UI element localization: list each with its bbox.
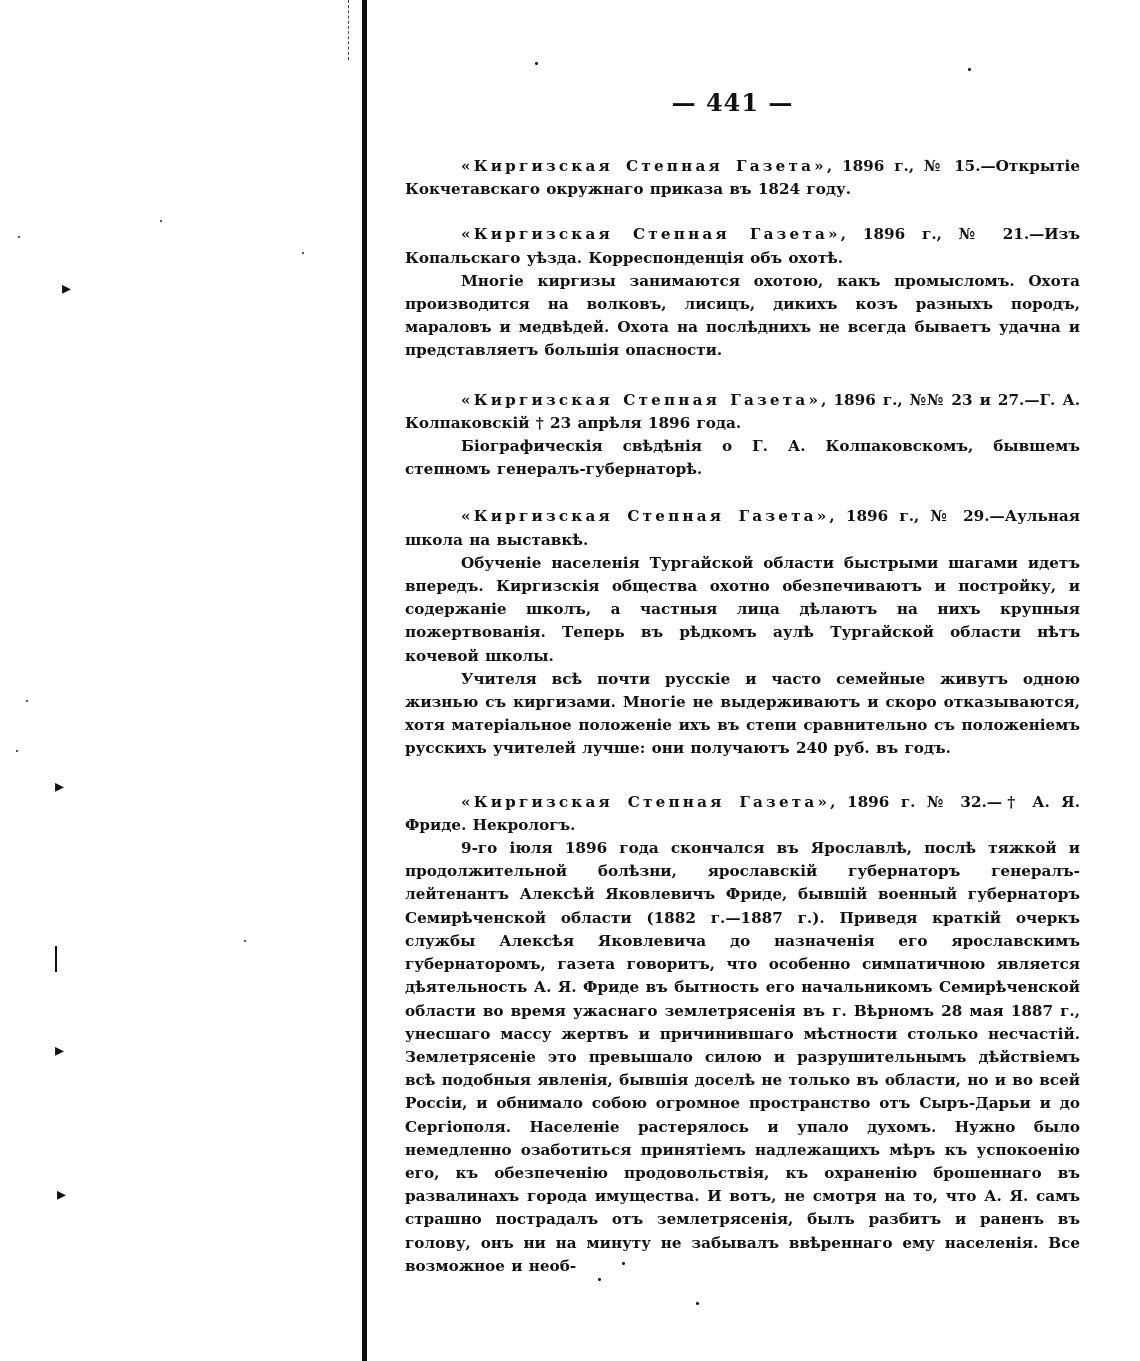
bibliography-entry — [405, 791, 1080, 1278]
entry-paragraph: Многіе киргизы занимаются охотою, какъ промысломъ. Охота производится на волковъ, лисицъ, дикихъ козъ разныхъ породъ, мараловъ и медвѣдей. Охота на послѣднихъ не всегда бываетъ удачна и представляетъ большія опасности. — [405, 271, 1080, 360]
book-spine — [362, 0, 367, 1361]
bibliography-entry — [405, 223, 1080, 362]
gazette-title: «Киргизская Степная Газета» — [461, 792, 831, 811]
scan-dot — [302, 252, 304, 254]
gazette-title: «Киргизская Степная Газета» — [461, 507, 830, 526]
scan-dot — [968, 68, 971, 71]
entry-heading — [405, 389, 1080, 435]
scan-dot — [244, 940, 246, 942]
scan-dot — [160, 220, 162, 222]
margin-mark-icon: ▸ — [55, 776, 65, 797]
entry-citation: , 1896 г. № 32.—† А. Я. Фриде. Некрологъ. — [405, 792, 1080, 834]
margin-mark-icon: ▸ — [62, 278, 72, 299]
gazette-title: «Киргизская Степная Газета» — [461, 225, 841, 244]
entry-citation: , 1896 г., № 29.—Аульная школа на выставкѣ. — [405, 507, 1080, 549]
entry-heading — [405, 223, 1080, 269]
entry-paragraph: Обученіе населенія Тургайской области быстрыми шагами идетъ впередъ. Киргизскія общества охотно обезпечиваютъ и постройку, и содержаніе школъ, а частныя лица дѣлаютъ на нихъ крупныя пожертвованія. Теперь въ рѣдкомъ аулѣ Тургайской области нѣтъ кочевой школы. — [405, 553, 1080, 665]
entry-paragraph: Учителя всѣ почти русскіе и часто семейные живутъ одною жизнью съ киргизами. Многіе не выдерживаютъ и скоро отказываются, хотя матеріальное положеніе ихъ въ степи сравнительно съ положеніемъ русскихъ учителей лучше: они получаютъ 240 руб. въ годъ. — [405, 669, 1080, 758]
margin-mark-icon: ▸ — [57, 1184, 67, 1205]
bibliography-entry — [405, 155, 1080, 201]
facing-page-margin — [0, 0, 360, 1361]
entry-citation: , 1896 г., № 15.—Открытіе Кокчетавскаго окружнаго приказа въ 1824 году. — [405, 157, 1080, 199]
gazette-title: «Киргизская Степная Газета» — [461, 157, 827, 175]
page-content — [405, 88, 1080, 1300]
page-number: — 441 — — [671, 88, 794, 117]
scan-dot — [16, 750, 18, 752]
gazette-title: «Киргизская Степная Газета» — [461, 390, 822, 409]
entry-heading — [405, 155, 1080, 201]
scan-dot — [18, 236, 20, 238]
entry-paragraph: Біографическія свѣдѣнія о Г. А. Колпаковскомъ, бывшемъ степномъ генералъ-губернаторѣ. — [405, 437, 1080, 479]
scan-dot — [535, 62, 538, 65]
entry-citation: , 1896 г., №№ 23 и 27.—Г. А. Колпаковскій † 23 апрѣля 1896 года. — [405, 390, 1081, 432]
bibliography-entry — [405, 389, 1080, 482]
binding-fold-line — [348, 0, 350, 60]
entry-heading — [405, 505, 1080, 551]
margin-tick — [55, 946, 57, 972]
entry-paragraph: 9-го іюля 1896 года скончался въ Ярославлѣ, послѣ тяжкой и продолжительной болѣзни, ярославскій губернаторъ генералъ-лейтенантъ Алексѣй Яковлевичъ Фриде, бывшій военный губернаторъ Семирѣченской области (1882 г.—1887 г.). Приведя краткій очеркъ службы Алексѣя Яковлевича до назначенія его ярославскимъ губернаторомъ, газета говоритъ, что особенно симпатичною является дѣятельность А. Я. Фриде въ бытность его начальникомъ Семирѣченской области во время ужаснаго землетрясенія въ г. Вѣрномъ 28 мая 1887 г., унесшаго массу жертвъ и причинившаго мѣстности столько несчастій. Землетрясеніе это превышало силою и разрушительнымъ дѣйствіемъ всѣ подобныя явленія, бывшія доселѣ не только въ области, но и во всей Россіи, и обнимало собою огромное пространство отъ Сыръ-Дарьи и до Сергіополя. Населеніе растерялось и упало духомъ. Нужно было немедленно озаботиться принятіемъ надлежащихъ мѣръ къ успокоенію его, къ обезпеченію продовольствія, къ охраненію брошеннаго въ развалинахъ города имущества. И вотъ, не смотря на то, что А. Я. самъ страшно пострадалъ отъ землетрясенія, былъ разбитъ и раненъ въ голову, онъ ни на минуту не забывалъ ввѣреннаго ему населенія. Все возможное и необ- — [405, 839, 1080, 1275]
scan-dot — [696, 1302, 699, 1305]
margin-mark-icon: ▸ — [55, 1040, 65, 1061]
entry-citation: , 1896 г., № 21.—Изъ Копальскаго уѣзда. Корреспонденція объ охотѣ. — [405, 225, 1080, 267]
bibliography-entry — [405, 505, 1080, 760]
entry-heading — [405, 791, 1080, 837]
scan-dot — [26, 700, 28, 702]
